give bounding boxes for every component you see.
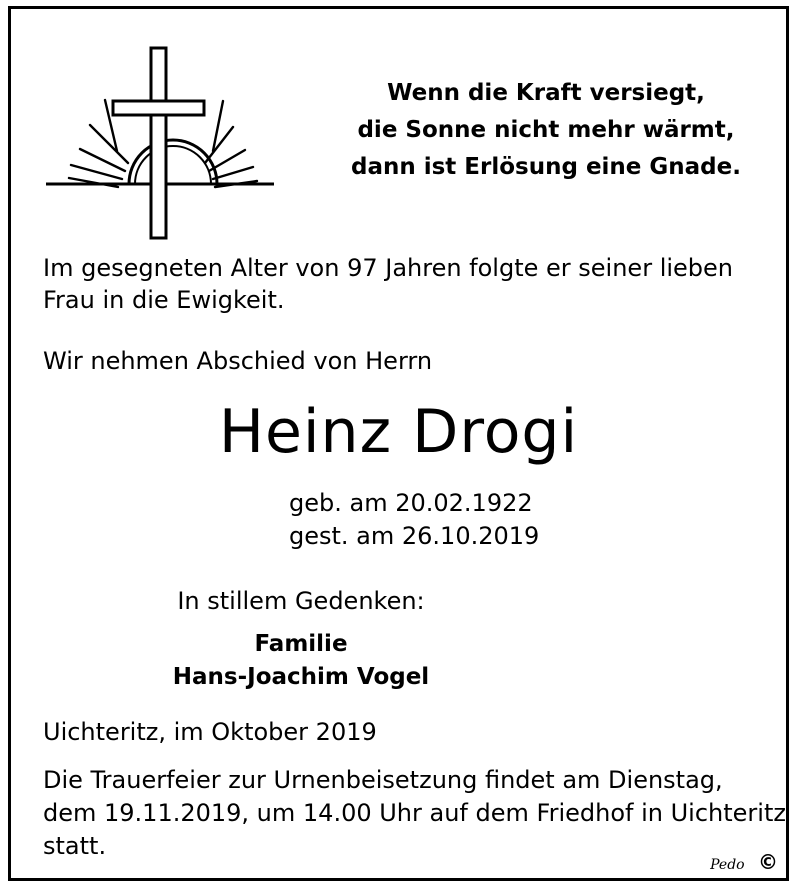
cross-sunrise-icon [45,45,275,245]
poem-line: dann ist Erlösung eine Gnade. [350,154,741,180]
service-info [43,764,786,863]
family-line: Hans-Joachim Vogel [172,664,430,690]
poem-verse [311,75,781,186]
service-line: dem 19.11.2019, um 14.00 Uhr auf dem Friedhof in Uichteritz [43,799,786,827]
footer [710,850,778,874]
life-dates [289,487,539,553]
service-line: statt. [43,832,107,860]
memory-text: In stillem Gedenken: [177,587,425,615]
copyright-icon: © [758,850,778,874]
poem-line: die Sonne nicht mehr wärmt, [357,117,735,143]
family-line: Familie [254,631,348,657]
intro-line: Im gesegneten Alter von 97 Jahren folgte er seiner lieben [43,254,733,282]
birth-date: geb. am 20.02.1922 [289,489,533,517]
poem-line: Wenn die Kraft versiegt, [387,80,705,106]
deceased-name: Heinz Drogi [218,397,579,467]
death-date: gest. am 26.10.2019 [289,522,540,550]
obituary-frame [8,6,789,881]
intro-line: Frau in die Ewigkeit. [43,286,285,314]
service-line: Die Trauerfeier zur Urnenbeisetzung findet am Dienstag, [43,766,723,794]
place-date: Uichteritz, im Oktober 2019 [43,718,377,746]
designer-signature: Pedo [710,857,745,873]
mourners [11,628,591,694]
intro-text [43,252,733,316]
farewell-text: Wir nehmen Abschied von Herrn [43,347,433,375]
